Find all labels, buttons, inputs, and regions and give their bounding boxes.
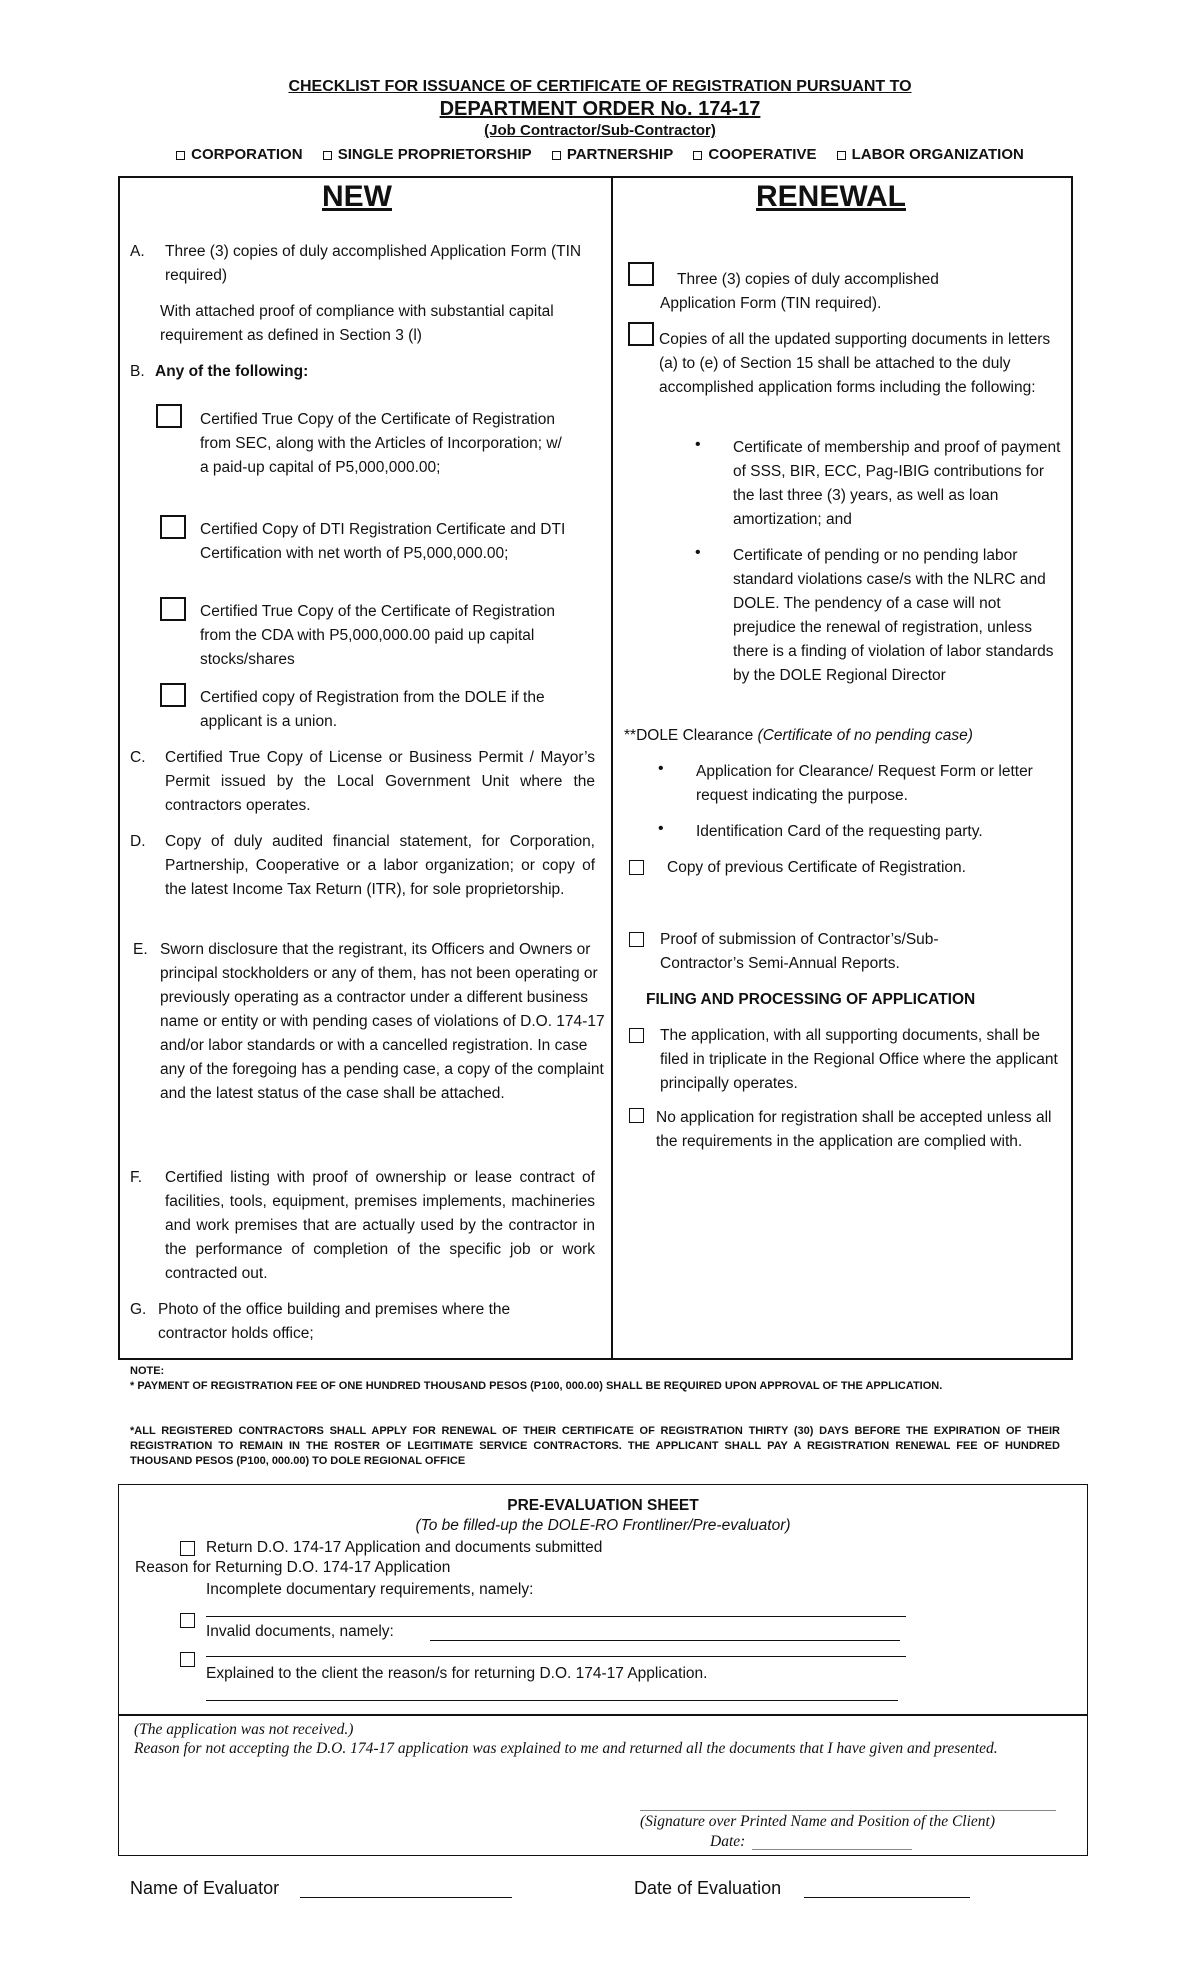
entity-type-options [0,146,1200,163]
bullet-icon: • [695,436,701,453]
item-e-label: E. [133,941,148,958]
clearance-id-bullet: Identification Card of the requesting party. [696,823,983,840]
incomplete-requirements-line[interactable] [206,1616,906,1617]
explained-reason-line[interactable] [206,1656,906,1657]
new-dole-union-checkbox[interactable] [160,683,186,707]
evaluation-date-line[interactable] [804,1897,970,1898]
checkbox-icon[interactable] [552,151,561,160]
incomplete-requirements-checkbox[interactable] [180,1613,195,1628]
invalid-documents-label: Invalid documents, namely: [206,1623,394,1640]
item-f-text: Certified listing with proof of ownership or lease contract of facilities, tools, equipment, premises implements, machineries and work premises that are actually used by the contractor in the performance of completion of the specific job or work contracted out. [165,1169,595,1282]
type-corporation[interactable]: CORPORATION [176,146,302,163]
explained-reason-checkbox[interactable] [180,1652,195,1667]
explained-reason-label: Explained to the client the reason/s for returning D.O. 174-17 Application. [206,1665,708,1682]
return-application-checkbox[interactable] [180,1541,195,1556]
not-received-reason: Reason for not accepting the D.O. 174-17 application was explained to me and returned all the documents that I have given and presented. [134,1740,998,1757]
new-dole-union-item: Certified copy of Registration from the DOLE if the applicant is a union. [200,689,545,730]
new-sec-checkbox[interactable] [156,404,182,428]
item-d-text: Copy of duly audited financial statement, for Corporation, Partnership, Cooperative or a labor organization; or copy of the latest Income Tax Return (ITR), for sole proprietorship. [165,833,595,898]
filing-processing-heading: FILING AND PROCESSING OF APPLICATION [646,991,976,1008]
checkbox-icon[interactable] [693,151,702,160]
renewal-application-checkbox[interactable] [628,262,654,286]
semi-annual-reports-item: Proof of submission of Contractor’s/Sub-Contractor’s Semi-Annual Reports. [660,931,939,972]
checkbox-icon[interactable] [837,151,846,160]
bullet-icon: • [658,820,664,837]
item-g-label: G. [130,1301,147,1318]
filing-triplicate-checkbox[interactable] [629,1028,644,1043]
new-dti-checkbox[interactable] [160,515,186,539]
previous-certificate-item: Copy of previous Certificate of Registration. [667,859,966,876]
new-cda-checkbox[interactable] [160,597,186,621]
item-c-label: C. [130,749,146,766]
column-divider [611,176,613,1360]
client-date-label: Date: [710,1833,746,1850]
renewal-column-title: RENEWAL [756,180,906,213]
renewal-supporting-docs-checkbox[interactable] [628,322,654,346]
previous-certificate-checkbox[interactable] [629,860,644,875]
checkbox-icon[interactable] [323,151,332,160]
semi-annual-reports-checkbox[interactable] [629,932,644,947]
item-b-label: B. [130,363,145,380]
pre-evaluation-subtitle: (To be filled-up the DOLE-RO Frontliner/Pre-evaluator) [415,1517,791,1534]
evaluation-date-label: Date of Evaluation [634,1878,782,1898]
renewal-labor-violations-bullet: Certificate of pending or no pending labor standard violations case/s with the NLRC and DOLE. The pendency of a case will not prejudice the renewal of registration, unless there is a finding of violation of labor standards by the DOLE Regional Director [733,547,1054,684]
renewal-supporting-docs-item: Copies of all the updated supporting documents in letters (a) to (e) of Section 15 shall be attached to the duly accomplished application forms including the following: [659,331,1051,396]
item-a-text: Three (3) copies of duly accomplished Application Form (TIN required) [165,243,582,284]
clearance-request-bullet: Application for Clearance/ Request Form or letter request indicating the purpose. [696,763,1033,804]
item-a-subtext: With attached proof of compliance with substantial capital requirement as defined in Section 3 (l) [160,303,554,344]
renewal-membership-bullet: Certificate of membership and proof of payment of SSS, BIR, ECC, Pag-IBIG contributions for the last three (3) years, as well as loan amortization; and [733,439,1061,528]
new-column-title: NEW [322,180,392,213]
reason-for-returning-label: Reason for Returning D.O. 174-17 Application [135,1559,451,1576]
table-bottom-rule [118,1358,1073,1360]
item-e-text: Sworn disclosure that the registrant, its Officers and Owners or principal stockholders or any of them, has not been operating or previously operating as a contractor under a different business name or entity or with pending cases of violations of D.O. 174-17 and/or labor standards or with a cancelled registration. In case any of the foregoing has a pending case, a copy of the complaint and the latest status of the case shall be attached. [160,941,605,1102]
not-received-note: (The application was not received.) [134,1721,354,1738]
job-contractor-subtitle: (Job Contractor/Sub-Contractor) [484,122,716,139]
new-cda-item: Certified True Copy of the Certificate of Registration from the CDA with P5,000,000.00 paid up capital stocks/shares [200,603,555,668]
pre-evaluation-title: PRE-EVALUATION SHEET [507,1497,699,1514]
note-registration-fee: * PAYMENT OF REGISTRATION FEE OF ONE HUNDRED THOUSAND PESOS (P100, 000.00) SHALL BE REQUIRED UPON APPROVAL OF THE APPLICATION. [130,1380,943,1392]
evaluator-name-line[interactable] [300,1897,512,1898]
client-signature-caption: (Signature over Printed Name and Position of the Client) [640,1813,996,1830]
item-b-text: Any of the following: [155,363,309,380]
note-label: NOTE: [130,1365,165,1377]
checkbox-icon[interactable] [176,151,185,160]
dole-clearance-heading: **DOLE Clearance (Certificate of no pending case) [624,727,973,744]
note-renewal-requirement: *ALL REGISTERED CONTRACTORS SHALL APPLY FOR RENEWAL OF THEIR CERTIFICATE OF REGISTRATION THIRTY (30) DAYS BEFORE THE EXPIRATION OF THEIR REGISTRATION TO REMAIN IN THE ROSTER OF LEGITIMATE SERVICE CONTRACTORS. THE APPLICANT SHALL PAY A REGISTRATION RENEWAL FEE OF HUNDRED THOUSAND PESOS (P100, 000.00) TO DOLE REGIONAL OFFICE [130,1425,1060,1467]
item-g-text: Photo of the office building and premises where the contractor holds office; [158,1301,511,1342]
type-cooperative[interactable]: COOPERATIVE [693,146,816,163]
item-a-label: A. [130,243,145,260]
department-order-title: DEPARTMENT ORDER No. 174-17 [439,98,761,120]
bullet-icon: • [658,760,664,777]
new-dti-item: Certified Copy of DTI Registration Certificate and DTI Certification with net worth of P5,000,000.00; [200,521,566,562]
type-single-proprietorship[interactable]: SINGLE PROPRIETORSHIP [323,146,532,163]
explained-reason-line-2[interactable] [206,1700,898,1701]
item-f-label: F. [130,1169,143,1186]
no-application-item: No application for registration shall be accepted unless all the requirements in the application are complied with. [656,1109,1052,1150]
no-application-checkbox[interactable] [629,1108,644,1123]
bullet-icon: • [695,544,701,561]
evaluator-name-label: Name of Evaluator [130,1878,280,1898]
invalid-documents-line[interactable] [430,1640,900,1641]
type-partnership[interactable]: PARTNERSHIP [552,146,673,163]
incomplete-requirements-label: Incomplete documentary requirements, namely: [206,1581,534,1598]
type-labor-organization[interactable]: LABOR ORGANIZATION [837,146,1024,163]
new-sec-item: Certified True Copy of the Certificate of Registration from SEC, along with the Articles of Incorporation; w/ a paid-up capital of P5,000,000.00; [200,411,562,476]
item-c-text: Certified True Copy of License or Business Permit / Mayor’s Permit issued by the Local Government Unit where the contractors operates. [165,749,595,814]
client-date-line[interactable] [752,1849,912,1850]
return-application-label: Return D.O. 174-17 Application and documents submitted [206,1539,603,1556]
filing-triplicate-item: The application, with all supporting documents, shall be filed in triplicate in the Regional Office where the applicant principally operates. [660,1027,1058,1092]
item-d-label: D. [130,833,146,850]
checklist-title: CHECKLIST FOR ISSUANCE OF CERTIFICATE OF REGISTRATION PURSUANT TO [288,78,912,95]
renewal-application-item: Three (3) copies of duly accomplished Application Form (TIN required). [660,271,939,312]
